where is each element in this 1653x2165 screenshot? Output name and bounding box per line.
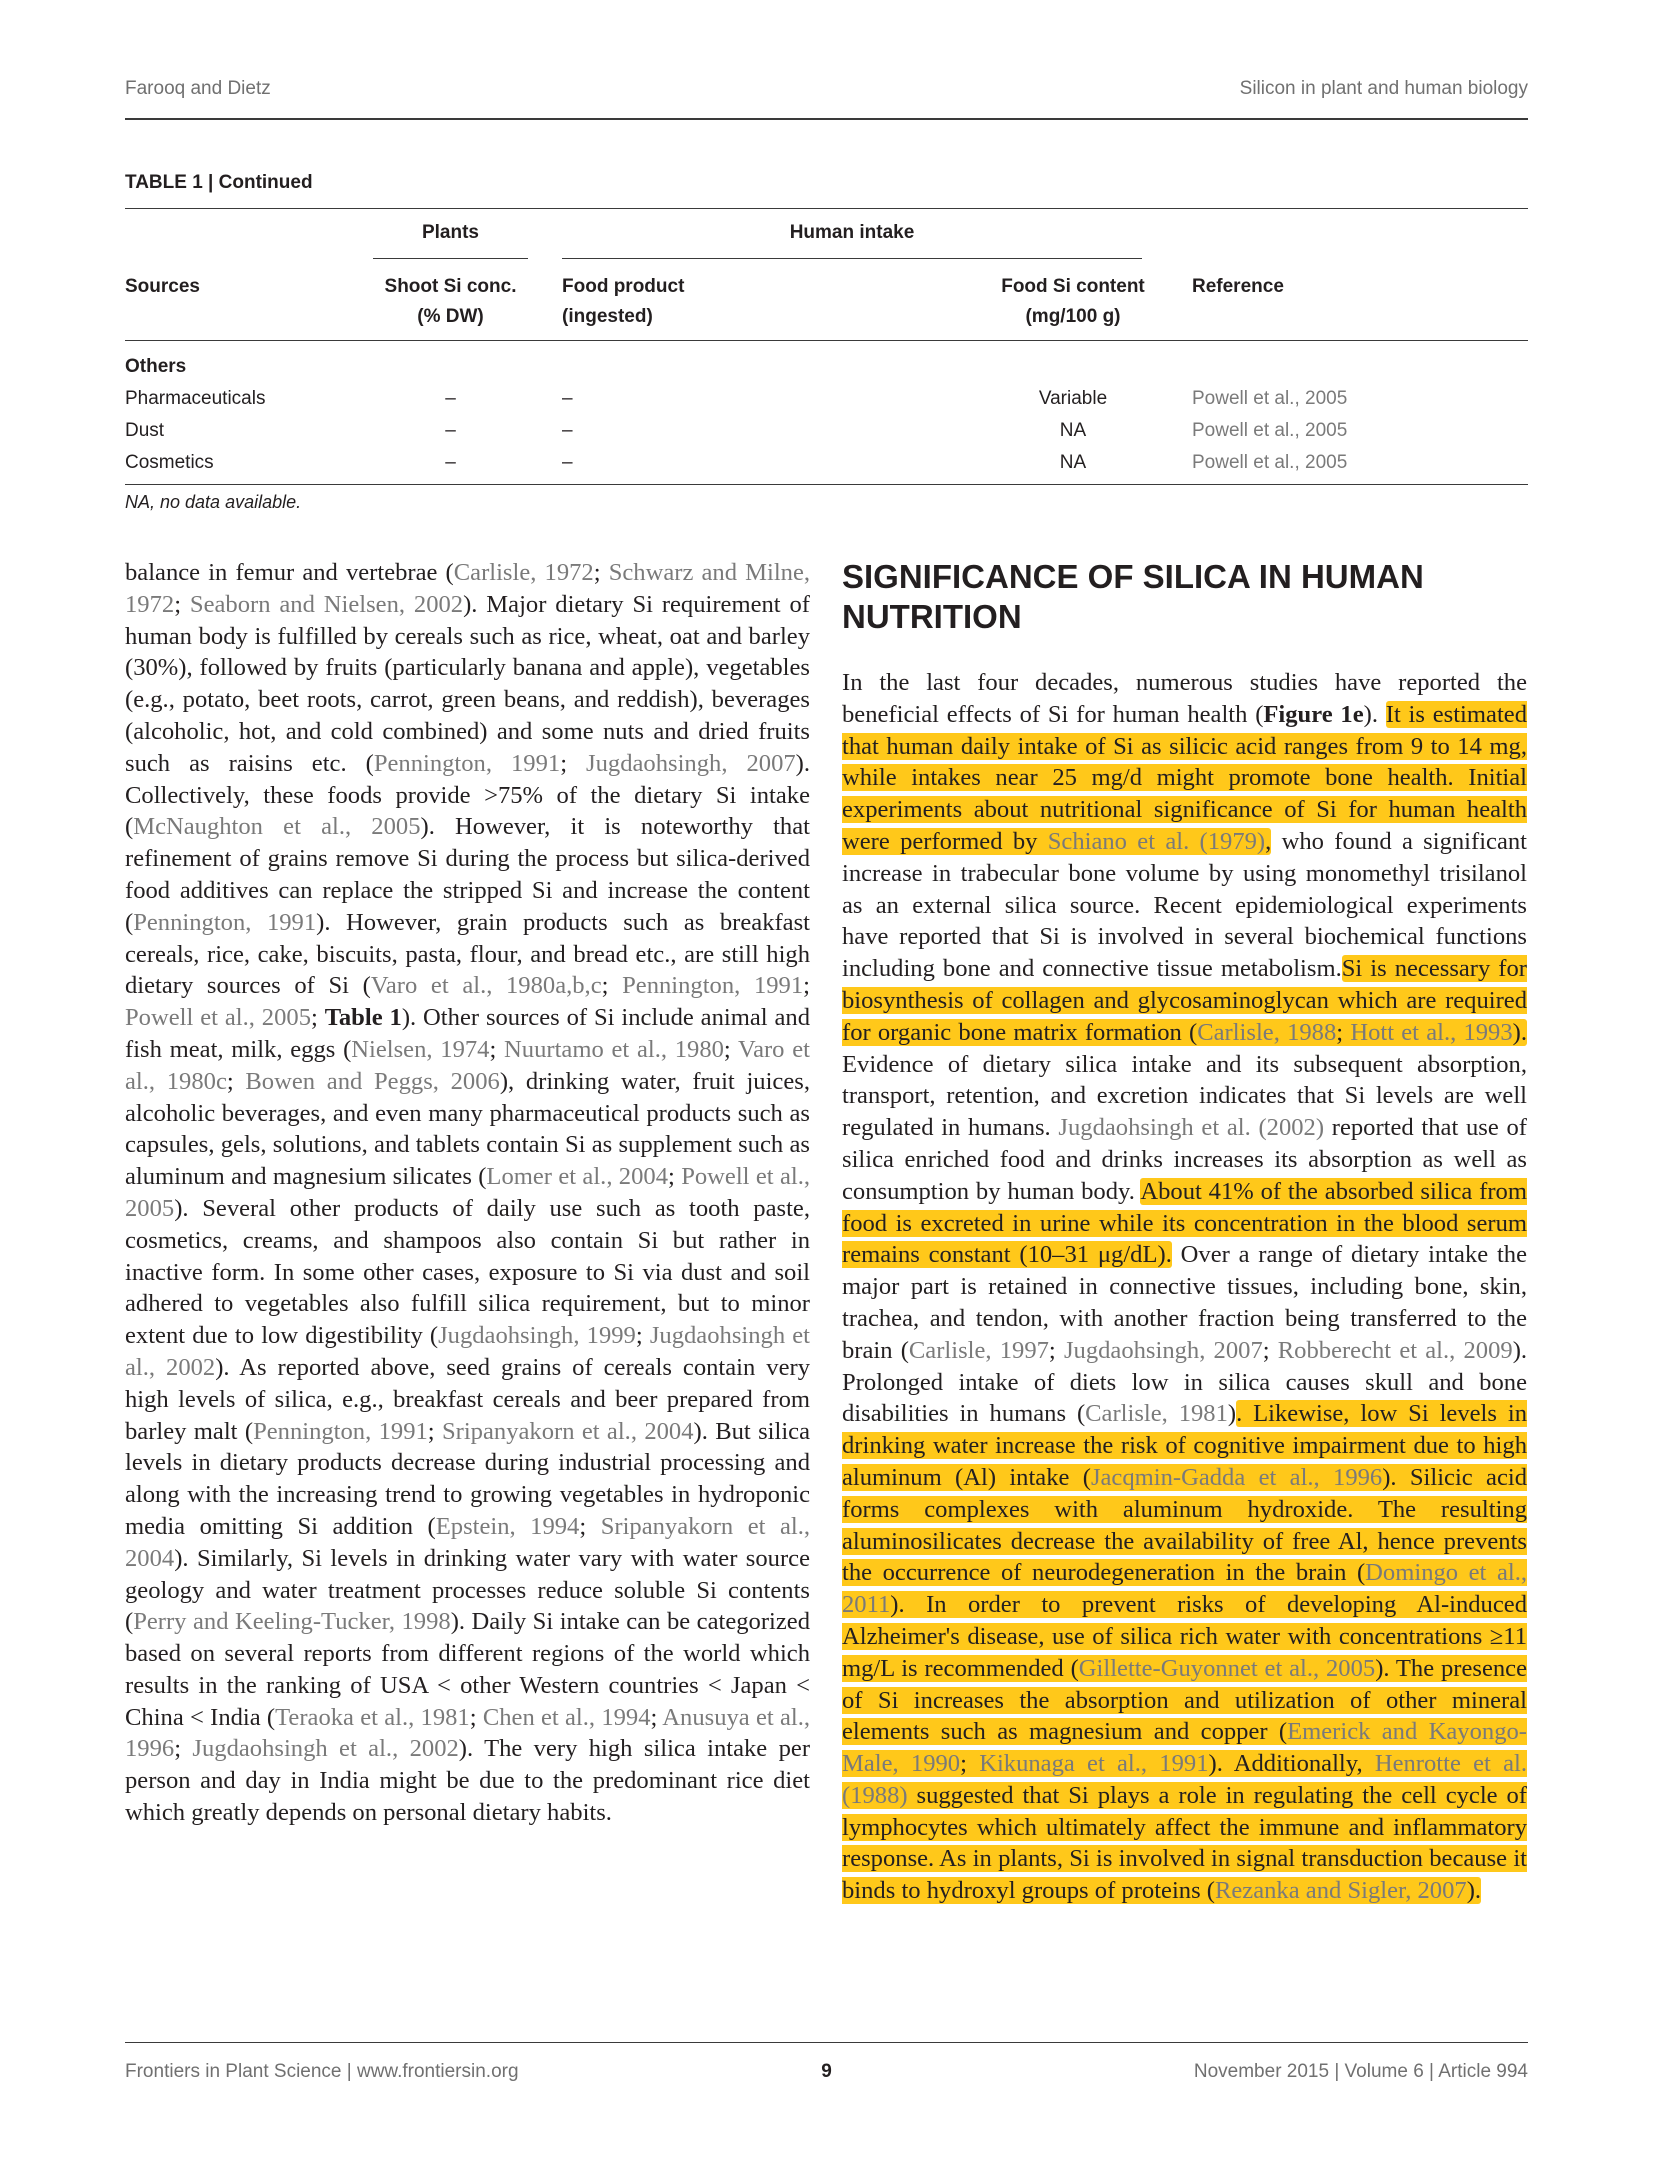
table-top-rule	[125, 208, 1528, 209]
header-authors: Farooq and Dietz	[125, 78, 271, 99]
citation-link[interactable]: Schwarz and Milne, 1972	[125, 559, 811, 618]
citation-link[interactable]: Lomer et al., 2004	[486, 1163, 668, 1191]
table-header-rule	[125, 340, 1528, 341]
cell-reference[interactable]: Powell et al., 2005	[1192, 388, 1348, 409]
col-header-food-line1: Food product	[562, 276, 685, 297]
citation-link[interactable]: Perry and Keeling-Tucker, 1998	[133, 1608, 451, 1636]
col-header-sources: Sources	[125, 276, 200, 297]
citation-link[interactable]: Varo et al., 1980c	[125, 1035, 810, 1095]
citation-link[interactable]: Gillette-Guyonnet et al., 2005	[1078, 1654, 1376, 1682]
col-header-content-line2: (mg/100 g)	[1025, 306, 1121, 327]
table-1-continued	[125, 172, 1528, 512]
citation-link[interactable]: Pennington, 1991	[133, 908, 317, 936]
page-number: 9	[821, 2061, 832, 2082]
citation-link[interactable]: Sripanyakorn et al., 2004	[125, 1512, 810, 1572]
cell-food: –	[562, 452, 573, 473]
col-header-shoot-si-line1: Shoot Si conc.	[384, 276, 517, 297]
highlight: . Likewise, low Si levels in drinking water increase the risk of cognitive impairment due to high aluminum (Al) intake (Jacqmin-Gadda et al., 1996). Silicic acid forms complexes with aluminum hydroxide. The resulting aluminosilicates decrease the availability of free Al, hence prevents the occurrence of neurodegeneration in the brain (Domingo et al., 2011). In order to prevent risks of developing Al-induced Alzheimer's disease, use of silica rich water with concentrations ≥11 mg/L is recommended (Gillette-Guyonnet et al., 2005). The presence of Si increases the absorption and utilization of other mineral elements such as magnesium and copper (Emerick and Kayongo-Male, 1990; Kikunaga et al., 1991). Additionally, Henrotte et al. (1988) suggested that Si plays a role in regulating the cell cycle of lymphocytes which ultimately affect the immune and inflammatory response. As in plants, Si is involved in signal transduction because it binds to hydroxyl groups of proteins (Rezanka and Sigler, 2007).	[842, 1400, 1527, 1905]
citation-link[interactable]: Powell et al., 2005	[125, 1163, 810, 1222]
figure-reference-link[interactable]: Figure 1e	[1263, 700, 1364, 728]
left-column-body	[125, 557, 810, 1829]
citation-link[interactable]: Teraoka et al., 1981	[275, 1703, 470, 1731]
right-paragraph: In the last four decades, numerous studies have reported the beneficial effects of Si for human health (Figure 1e). It is estimated that human daily intake of Si as silicic acid ranges from 9 to 14 mg, while intakes near 25 mg/d might promote bone health. Initial experiments about nutritional significance of Si for human health were performed by Schiano et al. (1979), who found a significant increase in trabecular bone volume by using monomethyl trisilanol as an external silica source. Recent epidemiological experiments have reported that Si is involved in several biochemical functions including bone and connective tissue metabolism.Si is necessary for biosynthesis of collagen and glycosaminoglycan which are required for organic bone matrix formation (Carlisle, 1988; Hott et al., 1993). Evidence of dietary silica intake and its subsequent absorption, transport, retention, and excretion indicates that Si levels are well regulated in humans. Jugdaohsingh et al. (2002) reported that use of silica enriched food and drinks increases its absorption as well as consumption by human body. About 41% of the absorbed silica from food is excreted in urine while its concentration in the blood serum remains constant (10–31 μg/dL). Over a range of dietary intake the major part is retained in connective tissues, including bone, skin, trachea, and tendon, with another fraction being transferred to the brain (Carlisle, 1997; Jugdaohsingh, 2007; Robberecht et al., 2009). Prolonged intake of diets low in silica causes skull and bone disabilities in humans (Carlisle, 1981). Likewise, low Si levels in drinking water increase the risk of cognitive impairment due to high aluminum (Al) intake (Jacqmin-Gadda et al., 1996). Silicic acid forms complexes with aluminum hydroxide. The resulting aluminosilicates decrease the availability of free Al, hence prevents the occurrence of neurodegeneration in the brain (Domingo et al., 2011). In order to prevent risks of developing Al-induced Alzheimer's disease, use of silica rich water with concentrations ≥11 mg/L is recommended (Gillette-Guyonnet et al., 2005). The presence of Si increases the absorption and utilization of other mineral elements such as magnesium and copper (Emerick and Kayongo-Male, 1990; Kikunaga et al., 1991). Additionally, Henrotte et al. (1988) suggested that Si plays a role in regulating the cell cycle of lymphocytes which ultimately affect the immune and inflammatory response. As in plants, Si is involved in signal transduction because it binds to hydroxyl groups of proteins (Rezanka and Sigler, 2007).	[842, 669, 1528, 1905]
right-column-body	[842, 557, 1527, 1907]
cell-reference[interactable]: Powell et al., 2005	[1192, 452, 1348, 473]
running-header	[125, 78, 1528, 120]
header-short-title: Silicon in plant and human biology	[1239, 78, 1528, 99]
footer-issue-info: November 2015 | Volume 6 | Article 994	[1193, 2061, 1528, 2082]
col-header-food-product	[562, 272, 684, 332]
col-header-food-si-content	[973, 272, 1173, 332]
cell-source: Pharmaceuticals	[125, 388, 266, 409]
citation-link[interactable]: Domingo et al., 2011	[842, 1559, 1527, 1619]
cell-reference[interactable]: Powell et al., 2005	[1192, 420, 1348, 441]
table-section-others: Others	[125, 356, 187, 377]
citation-link[interactable]: Rezanka and Sigler, 2007	[1214, 1877, 1467, 1905]
cell-content: Variable	[1038, 388, 1108, 409]
citation-link[interactable]: Pennington, 1991	[622, 972, 804, 1000]
table-bottom-rule	[125, 484, 1528, 485]
citation-link[interactable]: Powell et al., 2005	[125, 1004, 311, 1032]
highlight: It is estimated that human daily intake of Si as silicic acid ranges from 9 to 14 mg, while intakes near 25 mg/d might promote bone health. Initial experiments about nutritional significance of Si for human health were performed by Schiano et al. (1979),	[842, 700, 1527, 855]
cell-source: Dust	[125, 420, 165, 441]
col-header-reference: Reference	[1192, 276, 1284, 297]
citation-link[interactable]: Jugdaohsingh et al. (2002)	[1058, 1114, 1325, 1142]
citation-link[interactable]: Carlisle, 1981	[1085, 1400, 1228, 1428]
citation-link[interactable]: Jugdaohsingh et al., 2002	[125, 1322, 811, 1381]
citation-link[interactable]: Carlisle, 1997	[908, 1336, 1049, 1364]
highlight: Si is necessary for biosynthesis of collagen and glycosaminoglycan which are required for organic bone matrix formation (Carlisle, 1988; Hott et al., 1993).	[842, 955, 1527, 1046]
citation-link[interactable]: Jugdaohsingh, 2007	[586, 749, 796, 777]
citation-link[interactable]: Anusuya et al., 1996	[125, 1703, 811, 1763]
group-header-human-intake: Human intake	[789, 222, 915, 243]
table-title: TABLE 1 | Continued	[125, 172, 313, 193]
col-header-shoot-si-line2: (% DW)	[417, 306, 484, 327]
table-reference-link[interactable]: Table 1	[324, 1004, 402, 1032]
citation-link[interactable]: Schiano et al. (1979)	[1047, 827, 1266, 855]
cell-content: NA	[1059, 452, 1087, 473]
citation-link[interactable]: Henrotte et al. (1988)	[842, 1750, 1527, 1809]
citation-link[interactable]: Carlisle, 1988	[1197, 1018, 1337, 1046]
cell-source: Cosmetics	[125, 452, 214, 473]
highlight: About 41% of the absorbed silica from food is excreted in urine while its concentration in the blood serum remains constant (10–31 μg/dL).	[842, 1177, 1527, 1269]
citation-link[interactable]: Jugdaohsingh, 2007	[1063, 1336, 1263, 1364]
citation-link[interactable]: Bowen and Peggs, 2006	[245, 1067, 500, 1095]
citation-link[interactable]: Sripanyakorn et al., 2004	[441, 1417, 694, 1445]
citation-link[interactable]: Chen et al., 1994	[482, 1703, 651, 1731]
cell-food: –	[562, 388, 573, 409]
cell-content: NA	[1059, 420, 1087, 441]
citation-link[interactable]: Kikunaga et al., 1991	[979, 1750, 1209, 1778]
left-paragraph: balance in femur and vertebrae (Carlisle, 1972; Schwarz and Milne, 1972; Seaborn and Nielsen, 2002). Major dietary Si requirement of human body is fulfilled by cereals such as rice, wheat, oat and barley (30%), followed by fruits (particularly banana and apple), vegetables (e.g., potato, beet roots, carrot, green beans, and reddish), beverages (alcoholic, hot, and cold combined) and some nuts and dried fruits such as raisins etc. (Pennington, 1991; Jugdaohsingh, 2007). Collectively, these foods provide >75% of the dietary Si intake (McNaughton et al., 2005). However, it is noteworthy that refinement of grains remove Si during the process but silica-derived food additives can replace the stripped Si and increase the content (Pennington, 1991). However, grain products such as breakfast cereals, rice, cake, biscuits, pasta, flour, and bread etc., are still high dietary sources of Si (Varo et al., 1980a,b,c; Pennington, 1991; Powell et al., 2005; Table 1). Other sources of Si include animal and fish meat, milk, eggs (Nielsen, 1974; Nuurtamo et al., 1980; Varo et al., 1980c; Bowen and Peggs, 2006), drinking water, fruit juices, alcoholic beverages, and even many pharmaceutical products such as capsules, gels, solutions, and tablets contain Si as supplement such as aluminum and magnesium silicates (Lomer et al., 2004; Powell et al., 2005). Several other products of daily use such as tooth paste, cosmetics, creams, and shampoos also contain Si but rather in inactive form. In some other cases, exposure to Si via dust and soil adhered to vegetables also fulfill silica requirement, but to minor extent due to low digestibility (Jugdaohsingh, 1999; Jugdaohsingh et al., 2002). As reported above, seed grains of cereals contain very high levels of silica, e.g., breakfast cereals and beer prepared from barley malt (Pennington, 1991; Sripanyakorn et al., 2004). But silica levels in dietary products decrease during industrial processing and along with the increasing trend to growing vegetables in hydroponic media omitting Si addition (Epstein, 1994; Sripanyakorn et al., 2004). Similarly, Si levels in drinking water vary with water source geology and water treatment processes reduce soluble Si contents (Perry and Keeling-Tucker, 1998). Daily Si intake can be categorized based on several reports from different regions of the world which results in the ranking of USA < other Western countries < Japan < China < India (Teraoka et al., 1981; Chen et al., 1994; Anusuya et al., 1996; Jugdaohsingh et al., 2002). The very high silica intake per person and day in India might be due to the predominant rice diet which greatly depends on personal dietary habits.	[125, 559, 811, 1827]
citation-link[interactable]: Jugdaohsingh, 1999	[438, 1322, 636, 1350]
page-footer	[125, 2042, 1528, 2082]
citation-link[interactable]: Pennington, 1991	[253, 1417, 428, 1445]
table-footnote: NA, no data available.	[125, 492, 302, 512]
col-header-content-line1: Food Si content	[1001, 276, 1145, 297]
citation-link[interactable]: Varo et al., 1980a,b,c	[370, 972, 602, 1000]
citation-link[interactable]: Hott et al., 1993	[1350, 1018, 1513, 1046]
citation-link[interactable]: Epstein, 1994	[435, 1512, 580, 1540]
citation-link[interactable]: Nielsen, 1974	[351, 1035, 490, 1063]
citation-link[interactable]: Carlisle, 1972	[453, 559, 594, 586]
citation-link[interactable]: Robberecht et al., 2009	[1277, 1336, 1513, 1364]
section-heading: SIGNIFICANCE OF SILICA IN HUMAN NUTRITION	[842, 558, 1424, 635]
plants-group-rule	[373, 258, 528, 259]
citation-link[interactable]: Seaborn and Nielsen, 2002	[189, 590, 464, 618]
citation-link[interactable]: Emerick and Kayongo-Male, 1990	[842, 1718, 1527, 1778]
cell-shoot: –	[445, 452, 456, 473]
citation-link[interactable]: Pennington, 1991	[373, 749, 561, 777]
col-header-shoot-si	[373, 272, 528, 332]
cell-shoot: –	[445, 420, 456, 441]
citation-link[interactable]: McNaughton et al., 2005	[133, 813, 421, 841]
citation-link[interactable]: Jugdaohsingh et al., 2002	[192, 1735, 459, 1763]
human-group-rule	[562, 258, 1142, 259]
citation-link[interactable]: Jacqmin-Gadda et al., 1996	[1090, 1463, 1383, 1491]
citation-link[interactable]: Nuurtamo et al., 1980	[504, 1035, 724, 1063]
cell-food: –	[562, 420, 573, 441]
cell-shoot: –	[445, 388, 456, 409]
group-header-plants: Plants	[421, 222, 480, 243]
footer-journal-link[interactable]: Frontiers in Plant Science | www.frontiersin.org	[125, 2061, 519, 2082]
col-header-food-line2: (ingested)	[562, 306, 653, 327]
